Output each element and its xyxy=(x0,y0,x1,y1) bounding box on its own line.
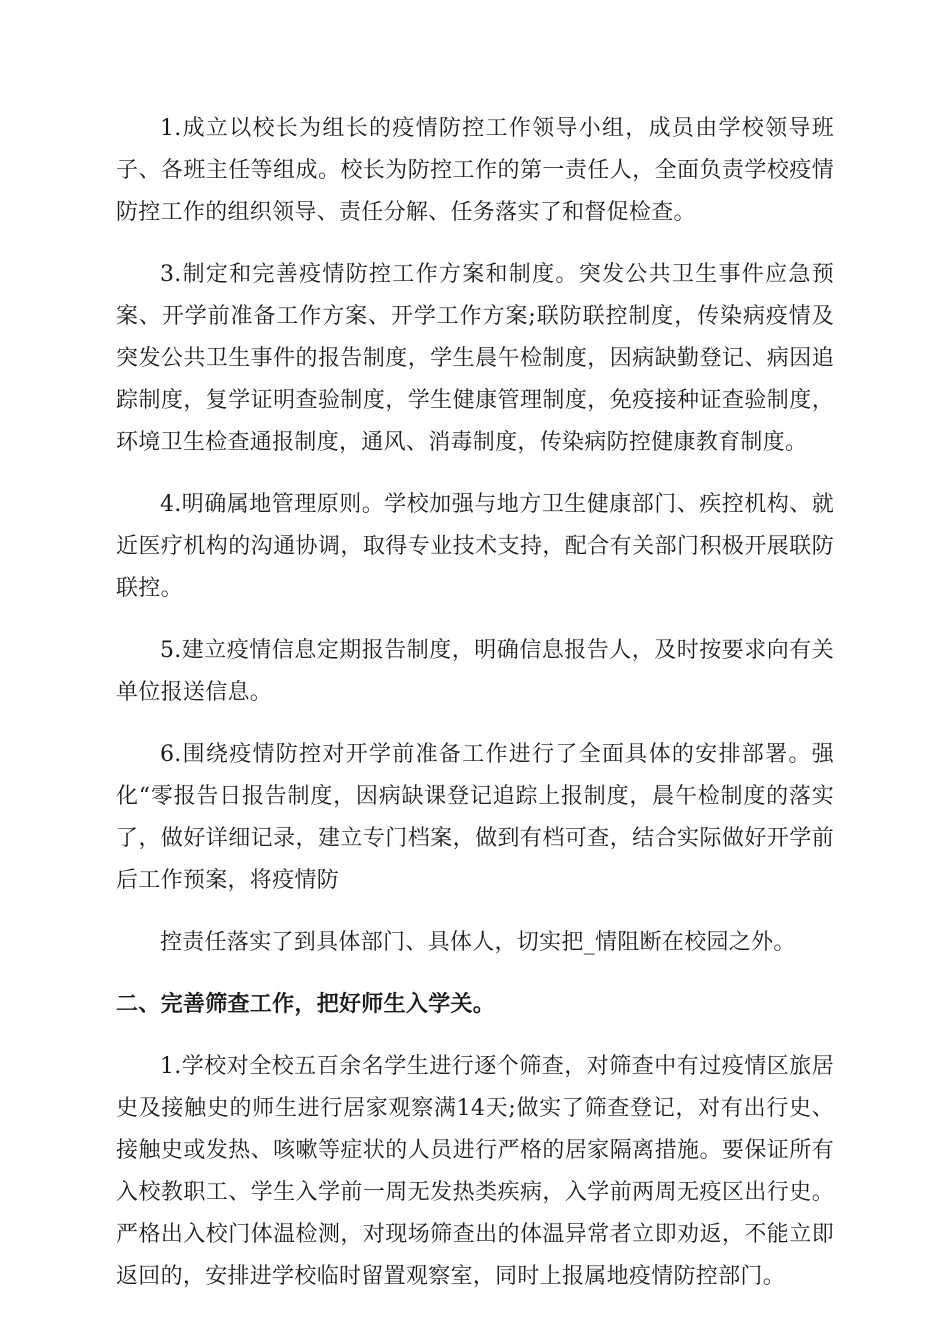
paragraph-3: 3.制定和完善疫情防控工作方案和制度。突发公共卫生事件应急预案、开学前准备工作方案、开学工作方案;联防联控制度，传染病疫情及突发公共卫生事件的报告制度，学生晨午检制度，因病缺勤登记、病因追踪制度，复学证明查验制度，学生健康管理制度，免疫接种证查验制度，环境卫生检查通报制度，通风、消毒制度，传染病防控健康教育制度。 xyxy=(116,262,834,455)
paragraph-section-2-item-1: 1.学校对全校五百余名学生进行逐个筛查，对筛查中有过疫情区旅居史及接触史的师生进行居家观察满14天;做实了筛查登记，对有出行史、接触史或发热、咳嗽等症状的人员进行严格的居家隔离措施。要保证所有入校教职工、学生入学前一周无发热类疾病，入学前两周无疫区出行史。严格出入校门体温检测，对现场筛查出的体温异常者立即劝返，不能立即返回的，安排进学校临时留置观察室，同时上报属地疫情防控部门。 xyxy=(116,1054,834,1289)
paragraph-1: 1.成立以校长为组长的疫情防控工作领导小组，成员由学校领导班子、各班主任等组成。校长为防控工作的第一责任人，全面负责学校疫情防控工作的组织领导、责任分解、任务落实了和督促检查。 xyxy=(116,116,834,225)
paragraph-4: 4.明确属地管理原则。学校加强与地方卫生健康部门、疾控机构、就近医疗机构的沟通协调，取得专业技术支持，配合有关部门积极开展联防联控。 xyxy=(116,492,834,601)
section-heading: 二、完善筛查工作，把好师生入学关。 xyxy=(116,992,496,1017)
paragraph-6: 6.围绕疫情防控对开学前准备工作进行了全面具体的安排部署。强化“零报告日报告制度，因病缺课登记追踪上报制度，晨午检制度的落实了，做好详细记录，建立专门档案，做到有档可查，结合实际做好开学前后工作预案，将疫情防 xyxy=(116,742,834,893)
paragraph-6-continued: 控责任落实了到具体部门、具体人，切实把_情阻断在校园之外。 xyxy=(160,930,796,955)
document-body xyxy=(116,108,834,1318)
paragraph-5: 5.建立疫情信息定期报告制度，明确信息报告人，及时按要求向有关单位报送信息。 xyxy=(116,638,834,705)
